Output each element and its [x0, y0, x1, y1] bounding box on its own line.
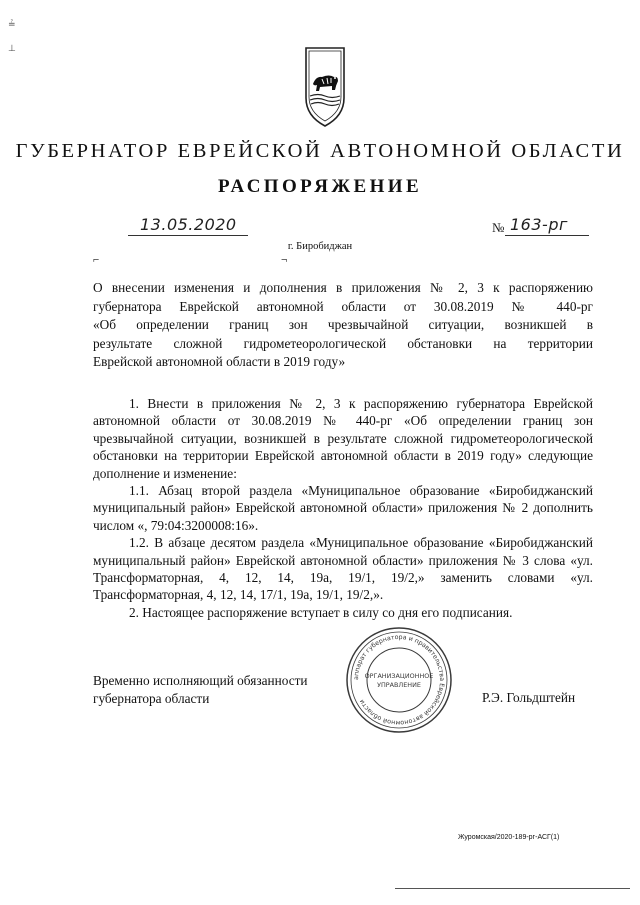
- date-underline: [128, 235, 248, 236]
- signatory-title-line: губернатора области: [93, 691, 210, 706]
- paragraph-1: 1. Внести в приложения № 2, 3 к распоряжению губернатора Еврейской автономной области от 30.08.2019 № 440-рг «Об определении границ зон чрезвычайной ситуации, возникшей в результате сложной гидрометеорологической обстановки на территории Еврейской автономной области в 2019 году» следующие дополнение и изменение:: [93, 396, 593, 481]
- number-label: №: [492, 220, 505, 235]
- document-subject: [93, 279, 593, 372]
- document-number: 163-рг: [510, 215, 568, 234]
- paragraph-1-2: 1.2. В абзаце десятом раздела «Муниципальное образование «Биробиджанский муниципальный район» Еврейской автономной области» приложения № 3 слова «ул. Трансформаторная, 4, 12, 14, 19а, 19/1, 19/2,» заменить словами «ул. Трансформаторная, 4, 12, 14, 17/1, 19а, 19/1, 19/2,».: [93, 535, 593, 603]
- coat-of-arms-emblem: [302, 46, 348, 130]
- signatory-title: [93, 672, 308, 708]
- paragraph-2: 2. Настоящее распоряжение вступает в силу со дня его подписания.: [129, 604, 513, 620]
- executor-reference: Журомская/2020-189-рг-АСГ(1): [458, 834, 560, 841]
- number-underline: [505, 235, 589, 236]
- svg-text:ОРГАНИЗАЦИОННОЕ: ОРГАНИЗАЦИОННОЕ: [364, 672, 434, 680]
- official-stamp: [344, 625, 454, 735]
- svg-text:УПРАВЛЕНИЕ: УПРАВЛЕНИЕ: [377, 681, 421, 689]
- city: г. Биробиджан: [287, 241, 353, 252]
- document-date: 13.05.2020: [140, 215, 237, 234]
- document-body: [93, 395, 593, 621]
- margin-marks: ≟ ⊥: [8, 19, 16, 53]
- issuing-authority: ГУБЕРНАТОР ЕВРЕЙСКОЙ АВТОНОМНОЙ ОБЛАСТИ: [15, 140, 625, 162]
- paragraph-1-1: 1.1. Абзац второй раздела «Муниципальное образование «Биробиджанский муниципальный район» Еврейской автономной области» приложения № 2 дополнить числом «, 79:04:3200008:16».: [93, 483, 593, 533]
- subject-line: О внесении изменения и дополнения в приложения № 2, 3 к распоряжению: [93, 280, 593, 295]
- document-type: РАСПОРЯЖЕНИЕ: [217, 176, 423, 197]
- subject-line: губернатора Еврейской автономной области от 30.08.2019 № 440-рг: [93, 298, 593, 314]
- subject-line: результате сложной гидрометеорологической обстановки на территории: [93, 335, 593, 351]
- subject-line: «Об определении границ зон чрезвычайной ситуации, возникшей в: [93, 317, 593, 333]
- svg-text:аппарат губернатора и правител: аппарат губернатора и правительства Еврейской автономной области: [352, 633, 446, 727]
- bottom-rule: [395, 888, 630, 889]
- signatory-title-line: Временно исполняющий обязанности: [93, 673, 308, 688]
- signatory-name: Р.Э. Гольдштейн: [482, 690, 576, 705]
- subject-line: Еврейской автономной области в 2019 году»: [93, 354, 346, 370]
- corner-mark-left: ⌐: [93, 254, 100, 266]
- corner-mark-right: ¬: [281, 254, 288, 266]
